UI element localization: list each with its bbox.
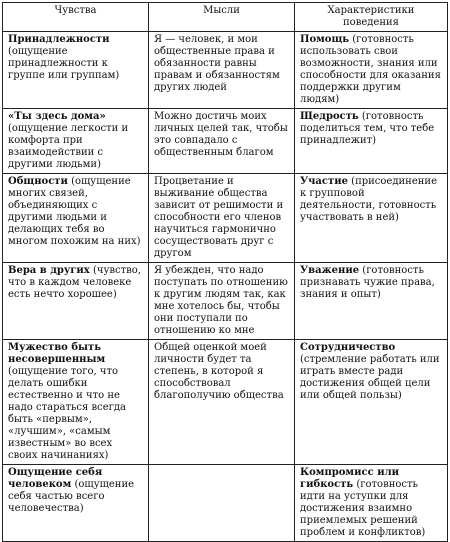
feeling-term: Принадлежности <box>8 34 110 45</box>
table-row <box>3 32 448 109</box>
feeling-cell <box>3 340 149 465</box>
thought-cell: Можно достичь моих личных целей так, чтобы это совпадало с общественным благом <box>149 109 295 174</box>
behavior-desc: (стремление работать или играть вместе ради достижения общей цели или общей пользы) <box>300 354 440 401</box>
thought-cell: Общей оценкой моей личности будет та степень, в которой я способствовал благополучию общества <box>149 340 295 465</box>
feeling-cell <box>3 32 149 109</box>
thought-cell <box>149 465 295 542</box>
feeling-term: Вера в других <box>8 265 90 276</box>
feeling-desc: (ощущение многих связей, объединяющих с другими людьми и делающих тебя во многом похожим на них) <box>8 176 141 247</box>
thought-cell: Я убежден, что надо поступать по отношению к другим людям так, как мне хотелось бы, чтобы они поступали по отношению ко мне <box>149 263 295 340</box>
behavior-desc: (готовность использовать свои возможности, знания или способности для оказания поддержки другим людям) <box>300 34 441 105</box>
feeling-term: Ощущение себя человеком <box>8 467 103 490</box>
behavior-desc: (готовность поделиться тем, что тебе принадлежит) <box>300 111 435 146</box>
table-header-row <box>3 3 448 32</box>
header-feelings: Чувства <box>3 3 149 32</box>
behavior-desc: (присоединение к групповой деятельности, готовность участвовать в ней) <box>300 176 437 223</box>
social-interest-table <box>2 2 448 542</box>
behavior-cell <box>295 32 448 109</box>
feeling-cell <box>3 109 149 174</box>
thought-cell: Я — человек, и мои общественные права и обязанности равны правам и обязанностям других людей <box>149 32 295 109</box>
feeling-term: Общности <box>8 176 68 187</box>
behavior-cell <box>295 465 448 542</box>
feeling-desc: (ощущение принадлежности к группе или группам) <box>8 46 120 81</box>
behavior-desc: (готовность идти на уступки для достижения взаимно приемлемых решений проблем и конфликтов) <box>300 479 426 538</box>
feeling-desc: (ощущение себя частью всего человечества) <box>8 479 135 514</box>
behavior-term: Уважение <box>300 265 360 276</box>
behavior-term: Помощь <box>300 34 350 45</box>
behavior-desc: (готовность признавать чужие права, знания и опыт) <box>300 265 435 300</box>
table-row <box>3 109 448 174</box>
feeling-term: Мужество быть несовершенным <box>8 342 106 365</box>
header-thoughts: Мысли <box>149 3 295 32</box>
feeling-term: «Ты здесь дома» <box>8 111 106 122</box>
feeling-desc: (чувство, что в каждом человеке есть нечто хорошее) <box>8 265 141 300</box>
behavior-term: Участие <box>300 176 348 187</box>
table-row <box>3 263 448 340</box>
feeling-desc: (ощущение того, что делать ошибки естественно и что не надо стараться всегда быть «первым», «лучшим», «самым известным» во всех своих начинаниях) <box>8 366 127 461</box>
table-row <box>3 340 448 465</box>
behavior-cell <box>295 174 448 263</box>
behavior-term: Сотрудничество <box>300 342 396 353</box>
table-row <box>3 465 448 542</box>
header-behavior: Характеристики поведения <box>295 3 448 32</box>
feeling-cell <box>3 263 149 340</box>
behavior-cell <box>295 340 448 465</box>
feeling-desc: (ощущение легкости и комфорта при взаимодействии с другими людьми) <box>8 123 129 170</box>
thought-cell: Процветание и выживание общества зависит от решимости и способности его членов научиться гармонично сосуществовать друг с другом <box>149 174 295 263</box>
table-row <box>3 174 448 263</box>
behavior-term: Компромисс или гибкость <box>300 467 400 490</box>
behavior-cell <box>295 109 448 174</box>
behavior-term: Щедрость <box>300 111 359 122</box>
feeling-cell <box>3 174 149 263</box>
feeling-cell <box>3 465 149 542</box>
behavior-cell <box>295 263 448 340</box>
